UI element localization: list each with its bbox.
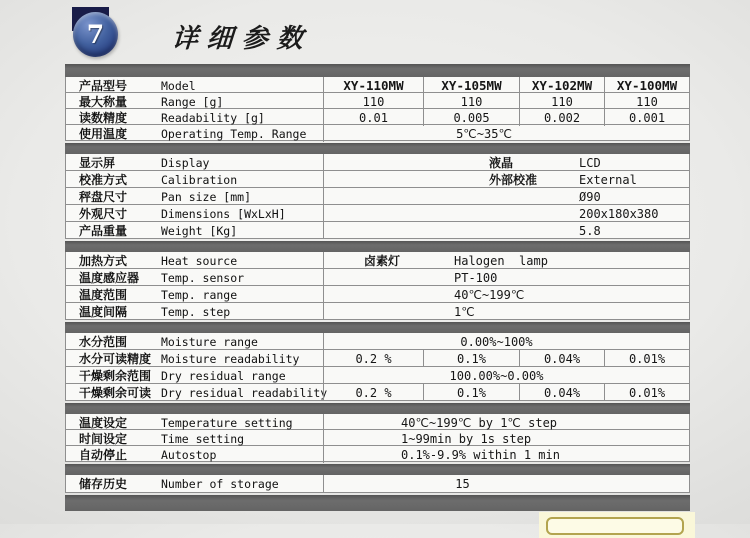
- spec-label-en: Time setting: [161, 431, 245, 446]
- spec-value: 110: [323, 93, 423, 110]
- table-row: [66, 93, 689, 109]
- row-label: [66, 350, 323, 367]
- spec-section-models: [65, 77, 690, 141]
- note-box: [539, 512, 695, 538]
- row-label: [66, 269, 323, 286]
- spec-label-en: Moisture range: [161, 334, 258, 349]
- spec-label-zh: 干燥剩余范围: [79, 369, 152, 383]
- spec-value: 0.1%: [423, 350, 519, 367]
- row-label: [66, 333, 323, 350]
- spec-label-zh: 产品重量: [79, 224, 128, 238]
- row-label: [66, 252, 323, 269]
- spec-value: 0.005: [423, 109, 519, 126]
- spec-label-zh: 温度设定: [79, 416, 128, 430]
- row-label: [66, 205, 323, 222]
- table-row: [66, 367, 689, 384]
- spec-label-zh: 储存历史: [79, 477, 128, 491]
- spec-label-zh: 最大称量: [79, 95, 128, 109]
- table-row: [66, 77, 689, 93]
- spec-label-en: Dimensions [WxLxH]: [161, 206, 286, 221]
- spec-label-en: Model: [161, 78, 196, 93]
- spec-value: 0.04%: [519, 350, 604, 367]
- table-row: [66, 109, 689, 125]
- table-row: [66, 171, 689, 188]
- spec-value-zh: 卤素灯: [364, 254, 401, 268]
- spec-label-en: Readability [g]: [161, 110, 265, 125]
- table-row: [66, 205, 689, 222]
- spec-label-en: Temperature setting: [161, 415, 293, 430]
- row-label: [66, 414, 323, 431]
- section-divider-bar: [65, 241, 690, 252]
- spec-value: 0.001: [604, 109, 689, 126]
- spec-label-zh: 自动停止: [79, 448, 128, 462]
- spec-value: 0.2 %: [323, 350, 423, 367]
- note-box-border: [546, 517, 684, 535]
- row-label: [66, 222, 323, 239]
- section-divider-bar: [65, 403, 690, 414]
- spec-value: 0.1%: [423, 384, 519, 401]
- spec-label-zh: 校准方式: [79, 173, 128, 187]
- spec-label-en: Range [g]: [161, 94, 224, 109]
- row-label: [66, 475, 323, 492]
- spec-section-settings: [65, 414, 690, 462]
- table-row: [66, 475, 689, 493]
- table-row: [66, 303, 689, 320]
- spec-value-merged: [323, 205, 689, 222]
- spec-label-zh: 时间设定: [79, 432, 128, 446]
- spec-value: XY-102MW: [519, 77, 604, 94]
- spec-value-merged: 40℃~199℃ by 1℃ step: [323, 414, 689, 431]
- spec-value-merged: 0.1%-9.9% within 1 min: [323, 446, 689, 463]
- row-label: [66, 77, 323, 94]
- spec-value: 0.2 %: [323, 384, 423, 401]
- spec-value-en: External: [579, 172, 637, 187]
- spec-value-merged: 40℃~199℃: [323, 286, 689, 303]
- section-divider-bar: [65, 143, 690, 154]
- table-row: [66, 446, 689, 462]
- table-row: [66, 414, 689, 430]
- section-number-badge: [73, 12, 118, 57]
- spec-value-en: Halogen lamp: [454, 253, 548, 268]
- spec-label-zh: 使用温度: [79, 127, 128, 141]
- section-number: 7: [86, 20, 105, 49]
- row-label: [66, 286, 323, 303]
- spec-value: 0.04%: [519, 384, 604, 401]
- spec-label-zh: 温度范围: [79, 288, 128, 302]
- spec-label-zh: 外观尺寸: [79, 207, 128, 221]
- row-label: [66, 367, 323, 384]
- section-divider-bar: [65, 64, 690, 77]
- table-row: [66, 286, 689, 303]
- spec-value-merged: 5℃~35℃: [323, 125, 689, 142]
- table-row: [66, 350, 689, 367]
- spec-label-en: Pan size [mm]: [161, 189, 252, 204]
- spec-value-en: Ø90: [579, 189, 601, 204]
- spec-value: XY-100MW: [604, 77, 689, 94]
- spec-label-en: Dry residual range: [161, 368, 286, 383]
- table-row: [66, 222, 689, 239]
- spec-value: 110: [604, 93, 689, 110]
- row-label: [66, 430, 323, 447]
- spec-value: 110: [519, 93, 604, 110]
- page-title: 详细参数: [170, 24, 313, 54]
- spec-section-heating: [65, 252, 690, 320]
- spec-value: 0.01%: [604, 350, 689, 367]
- spec-value-merged: 0.00%~100%: [323, 333, 689, 350]
- spec-value-zh: 外部校准: [489, 173, 538, 187]
- spec-value-en: 200x180x380: [579, 206, 659, 221]
- section-divider-bar: [65, 322, 690, 333]
- spec-label-en: Calibration: [161, 172, 238, 187]
- row-label: [66, 446, 323, 463]
- table-row: [66, 125, 689, 141]
- section-divider-bar: [65, 464, 690, 475]
- spec-value-merged: 1℃: [323, 303, 689, 320]
- row-label: [66, 125, 323, 142]
- table-row: [66, 269, 689, 286]
- row-label: [66, 93, 323, 110]
- spec-label-zh: 温度间隔: [79, 305, 128, 319]
- spec-value: XY-105MW: [423, 77, 519, 94]
- spec-value-merged: [323, 188, 689, 205]
- spec-value: 110: [423, 93, 519, 110]
- table-bottom-bar: [65, 495, 690, 511]
- spec-label-zh: 水分可读精度: [79, 352, 152, 366]
- spec-label-zh: 显示屏: [79, 156, 116, 170]
- row-label: [66, 188, 323, 205]
- spec-value-merged: 100.00%~0.00%: [323, 367, 689, 384]
- spec-label-en: Weight [Kg]: [161, 223, 238, 238]
- table-row: [66, 333, 689, 350]
- spec-value: 0.01%: [604, 384, 689, 401]
- spec-label-en: Heat source: [161, 253, 238, 268]
- table-row: [66, 154, 689, 171]
- spec-label-en: Number of storage: [161, 476, 279, 491]
- spec-label-zh: 温度感应器: [79, 271, 140, 285]
- spec-label-en: Temp. range: [161, 287, 238, 302]
- spec-label-en: Operating Temp. Range: [161, 126, 307, 141]
- spec-label-zh: 秤盘尺寸: [79, 190, 128, 204]
- row-label: [66, 303, 323, 320]
- spec-value-merged: [323, 252, 689, 269]
- spec-value-merged: 15: [323, 475, 689, 492]
- spec-section-storage: [65, 475, 690, 493]
- spec-section-general: [65, 154, 690, 239]
- spec-label-zh: 产品型号: [79, 79, 128, 93]
- row-label: [66, 154, 323, 171]
- spec-label-en: Moisture readability: [161, 351, 300, 366]
- spec-label-zh: 水分范围: [79, 335, 128, 349]
- spec-value-merged: PT-100: [323, 269, 689, 286]
- row-label: [66, 384, 328, 401]
- spec-value-merged: [323, 154, 689, 171]
- table-row: [66, 430, 689, 446]
- spec-section-moisture: [65, 333, 690, 401]
- spec-value-en: 5.8: [579, 223, 601, 238]
- spec-value-merged: [323, 171, 689, 188]
- spec-value: XY-110MW: [323, 77, 423, 94]
- row-label: [66, 109, 323, 126]
- spec-label-en: Temp. sensor: [161, 270, 245, 285]
- spec-label-en: Autostop: [161, 447, 217, 462]
- spec-label-zh: 加热方式: [79, 254, 128, 268]
- row-label: [66, 171, 323, 188]
- spec-table: [65, 64, 690, 511]
- spec-value-merged: 1~99min by 1s step: [323, 430, 689, 447]
- table-row: [66, 188, 689, 205]
- spec-label-zh: 干燥剩余可读: [79, 386, 152, 400]
- table-row: [66, 252, 689, 269]
- spec-value-zh: 液晶: [489, 156, 514, 170]
- spec-label-en: Display: [161, 155, 210, 170]
- table-row: [66, 384, 689, 401]
- spec-label-en: Temp. step: [161, 304, 231, 319]
- spec-value: 0.002: [519, 109, 604, 126]
- spec-label-zh: 读数精度: [79, 111, 128, 125]
- spec-value: 0.01: [323, 109, 423, 126]
- spec-label-en: Dry residual readability: [161, 385, 328, 400]
- spec-value-merged: [323, 222, 689, 239]
- spec-value-en: LCD: [579, 155, 601, 170]
